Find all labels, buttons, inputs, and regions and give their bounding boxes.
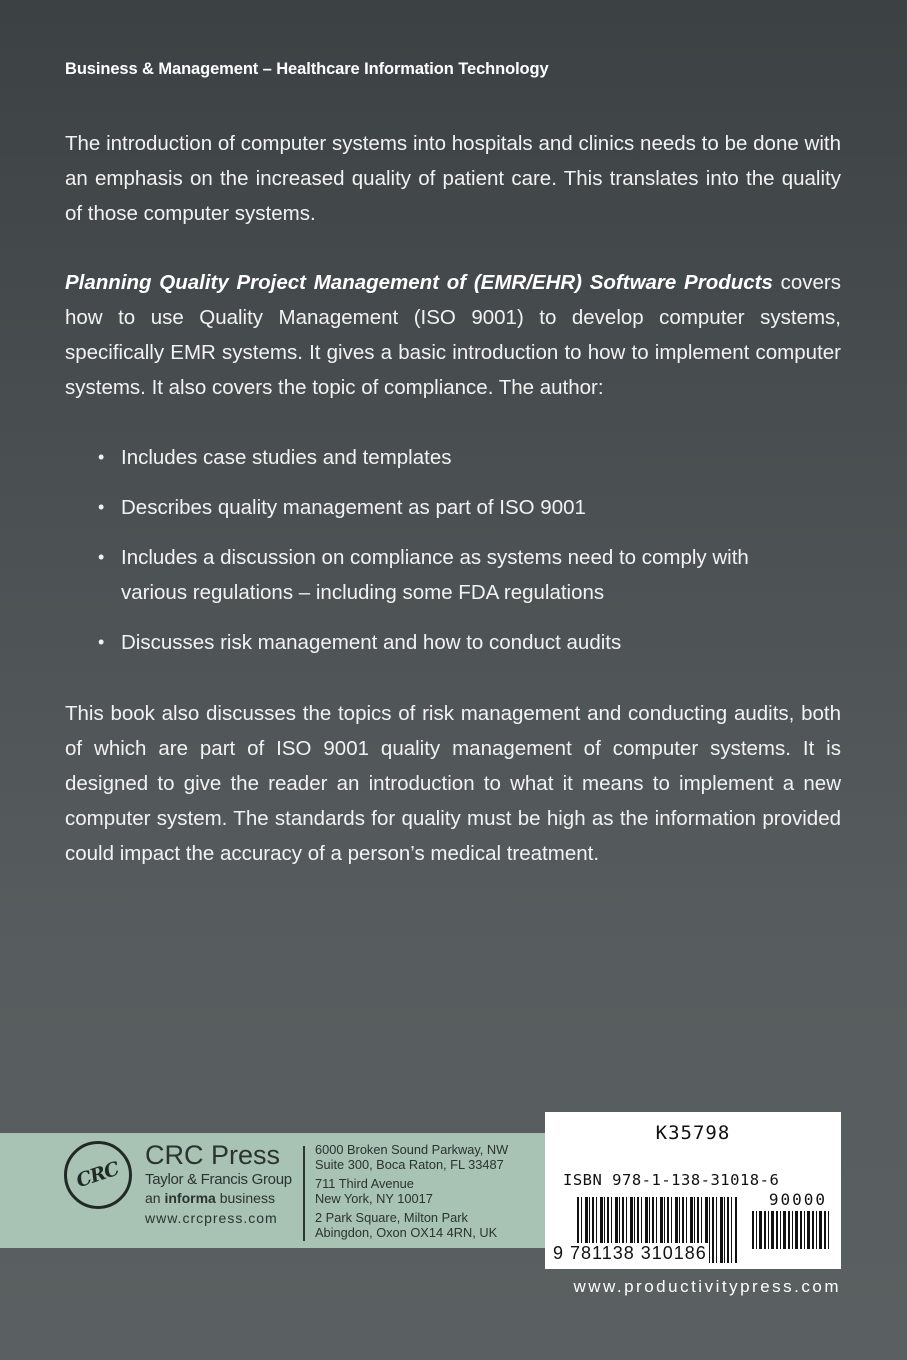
price-code: 90000 xyxy=(768,1190,827,1209)
addon-barcode-icon xyxy=(752,1211,830,1249)
address-boca-raton: 6000 Broken Sound Parkway, NW Suite 300, Boca Raton, FL 33487 xyxy=(315,1142,509,1172)
book-title: Planning Quality Project Management of (EMR/EHR) Software Products xyxy=(65,271,773,294)
divider xyxy=(303,1146,305,1241)
feature-list xyxy=(96,440,816,675)
description-text: covers how to use Quality Management (ISO 9001) to develop computer systems, specifically EMR systems. It gives a basic introduction to how to implement computer systems. It also covers the topic of compliance. The author: xyxy=(65,271,841,399)
publisher-name: CRC Press xyxy=(145,1140,281,1170)
bullet-icon: • xyxy=(98,497,105,517)
publisher-url[interactable]: www.crcpress.com xyxy=(145,1210,278,1226)
bullet-icon: • xyxy=(98,447,105,467)
address-new-york: 711 Third Avenue New York, NY 10017 xyxy=(315,1176,433,1206)
publisher-info xyxy=(145,1141,292,1229)
feature-item: • Discusses risk management and how to conduct audits xyxy=(96,625,816,660)
isbn-label: ISBN 978-1-138-31018-6 xyxy=(563,1171,780,1189)
bullet-icon: • xyxy=(98,547,105,567)
website-link[interactable]: www.productivitypress.com xyxy=(573,1277,841,1296)
crc-logo-icon: CRC xyxy=(64,1141,132,1209)
product-code: K35798 xyxy=(655,1122,731,1144)
feature-item: • Includes case studies and templates xyxy=(96,440,816,475)
ean-number: 9 781138 310186 xyxy=(553,1243,707,1263)
publisher-addresses xyxy=(315,1142,508,1244)
feature-item: • Includes a discussion on compliance as systems need to comply with various regulations – including some FDA regulations xyxy=(96,540,816,610)
publisher-parent: an informa business xyxy=(145,1190,275,1206)
address-abingdon: 2 Park Square, Milton Park Abingdon, Oxon OX14 4RN, UK xyxy=(315,1210,498,1240)
bullet-icon: • xyxy=(98,632,105,652)
summary-paragraph: This book also discusses the topics of risk management and conducting audits, both of which are part of ISO 9001 quality management of computer systems. It is designed to give the reader an introduction to what it means to implement a new computer system. The standards for quality must be high as the information provided could impact the accuracy of a person’s medical treatment. xyxy=(65,702,841,865)
publisher-group: Taylor & Francis Group xyxy=(145,1171,292,1188)
intro-paragraph: The introduction of computer systems into hospitals and clinics needs to be done with an emphasis on the increased quality of patient care. This translates into the quality of those computer systems. xyxy=(65,132,841,225)
description-paragraph xyxy=(65,265,841,405)
feature-item: • Describes quality management as part of ISO 9001 xyxy=(96,490,816,525)
series-label: Business & Management – Healthcare Information Technology xyxy=(65,60,549,78)
barcode-panel xyxy=(545,1112,841,1269)
